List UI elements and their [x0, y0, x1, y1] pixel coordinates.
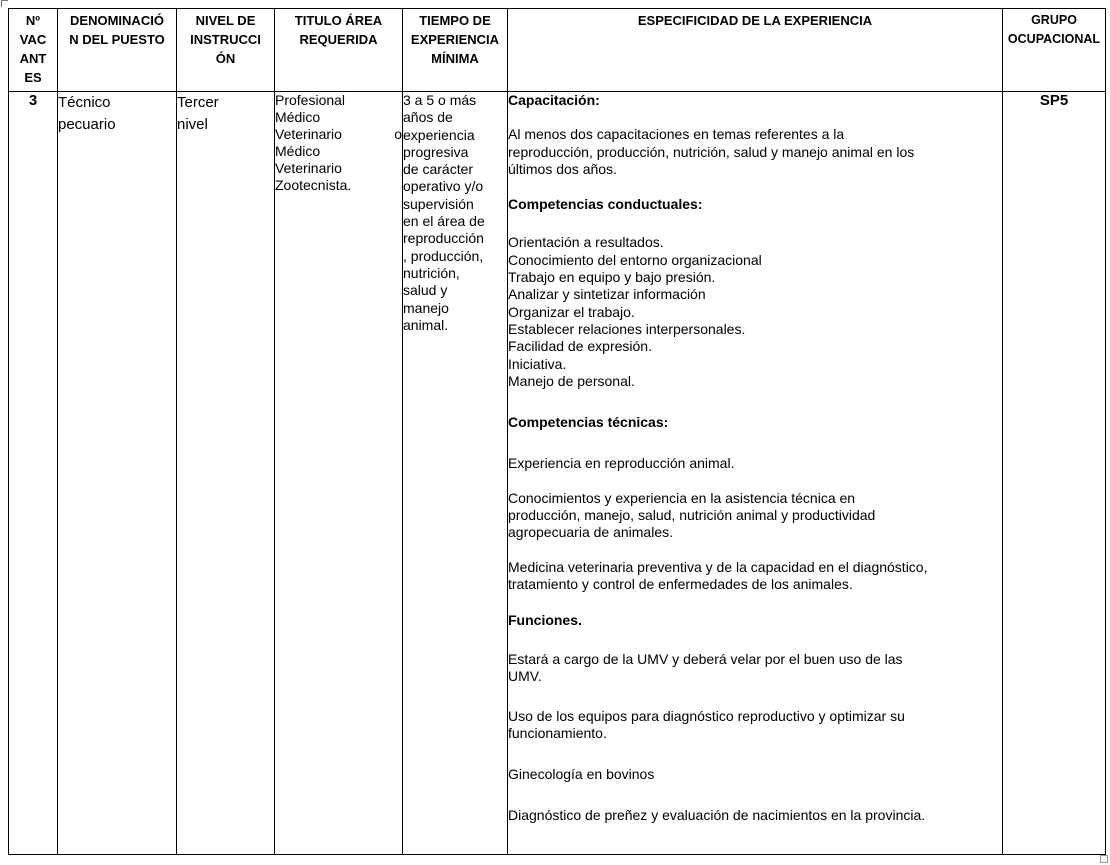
header-text: MÍNIMA: [431, 51, 479, 66]
header-text: N DEL PUESTO: [69, 32, 165, 47]
header-text: OCUPACIONAL: [1007, 32, 1101, 46]
tiempo-line: en el área de: [403, 213, 485, 230]
job-vacancy-table: [8, 8, 1106, 855]
tiempo-line: supervisión: [403, 195, 474, 212]
titulo-word: Veterinario: [275, 126, 342, 142]
grupo-cell: [1003, 92, 1106, 855]
header-text: ES: [24, 70, 42, 85]
denominacion-cell: [58, 92, 177, 855]
header-text: NIVEL DE: [195, 13, 256, 28]
header-vacantes: [9, 9, 58, 92]
funciones-line: Estará a cargo de la UMV y deberá velar por el buen uso de las: [508, 650, 903, 667]
header-especificidad: [508, 9, 1003, 92]
capacitacion-line: últimos dos años.: [508, 160, 617, 177]
titulo-line: Zootecnista.: [275, 177, 352, 193]
tiempo-line: 3 a 5 o más: [403, 92, 477, 108]
data-row: [9, 92, 1106, 855]
tiempo-line: progresiva: [403, 143, 469, 160]
tecnicas-line: Conocimientos y experiencia en la asistencia técnica en: [508, 489, 856, 506]
tecnicas-line: tratamiento y control de enfermedades de los animales.: [508, 575, 853, 592]
tiempo-line: operativo y/o: [403, 178, 484, 195]
conductual-item: Analizar y sintetizar información: [508, 286, 706, 303]
tiempo-line: , producción,: [403, 247, 484, 264]
vacantes-value: 3: [28, 92, 38, 109]
header-text: Nº: [25, 13, 41, 28]
titulo-line: Médico: [275, 109, 321, 125]
header-text: INSTRUCCI: [190, 32, 261, 47]
nivel-line: Tercer: [177, 94, 219, 111]
especificidad-cell: [508, 92, 1003, 855]
funciones-line: Diagnóstico de preñez y evaluación de nacimientos en la provincia.: [508, 807, 926, 824]
titulo-line: Médico: [275, 143, 321, 159]
tiempo-line: de carácter: [403, 161, 474, 178]
denominacion-line: Técnico: [58, 94, 111, 111]
conductual-item: Iniciativa.: [508, 355, 567, 372]
vacantes-cell: [9, 92, 58, 855]
conductual-item: Organizar el trabajo.: [508, 303, 635, 320]
conductual-item: Trabajo en equipo y bajo presión.: [508, 269, 716, 286]
header-grupo: [1003, 9, 1106, 92]
header-text: ANT: [19, 51, 47, 66]
tiempo-line: nutrición,: [403, 264, 460, 281]
tecnicas-line: producción, manejo, salud, nutrición animal y productividad: [508, 507, 876, 524]
capacitacion-title: Capacitación:: [508, 92, 600, 108]
tiempo-line: salud y: [403, 282, 448, 299]
header-text: TITULO ÁREA: [294, 13, 383, 28]
funciones-line: UMV.: [508, 667, 542, 684]
conductual-item: Establecer relaciones interpersonales.: [508, 320, 746, 337]
nivel-cell: [177, 92, 275, 855]
titulo-word: o: [394, 126, 402, 142]
conductual-item: Manejo de personal.: [508, 372, 635, 389]
titulo-cell: [275, 92, 403, 855]
header-text: GRUPO: [1031, 13, 1077, 27]
tiempo-cell: [403, 92, 508, 855]
conductuales-title: Competencias conductuales:: [508, 196, 703, 213]
header-text: DENOMINACIÓ: [70, 13, 164, 28]
header-nivel: [177, 9, 275, 92]
funciones-line: Ginecología en bovinos: [508, 765, 655, 782]
titulo-line-justified: [275, 126, 402, 143]
conductual-item: Conocimiento del entorno organizacional: [508, 251, 762, 268]
grupo-value: SP5: [1039, 92, 1069, 109]
tecnicas-line: agropecuaria de animales.: [508, 524, 673, 541]
tecnicas-line: Medicina veterinaria preventiva y de la capacidad en el diagnóstico,: [508, 558, 928, 575]
tiempo-line: manejo: [403, 299, 449, 316]
header-text: ÓN: [215, 51, 236, 66]
corner-mark: [1100, 855, 1108, 863]
tiempo-line: experiencia: [403, 126, 475, 143]
header-text: VAC: [19, 32, 47, 47]
titulo-line: Profesional: [275, 92, 346, 108]
nivel-line: nivel: [177, 116, 208, 133]
conductual-item: Orientación a resultados.: [508, 234, 664, 251]
tiempo-line: reproducción: [403, 230, 484, 247]
capacitacion-line: Al menos dos capacitaciones en temas referentes a la: [508, 126, 845, 143]
capacitacion-line: reproducción, producción, nutrición, salud y manejo animal en los: [508, 143, 915, 160]
header-text: REQUERIDA: [299, 32, 378, 47]
funciones-line: Uso de los equipos para diagnóstico reproductivo y optimizar su: [508, 708, 905, 725]
header-text: EXPERIENCIA: [410, 32, 500, 47]
funciones-title: Funciones.: [508, 612, 582, 629]
funciones-line: funcionamiento.: [508, 725, 607, 742]
header-tiempo: [403, 9, 508, 92]
tiempo-line: animal.: [403, 316, 449, 333]
header-text: TIEMPO DE: [419, 13, 491, 28]
header-denominacion: [58, 9, 177, 92]
corner-mark: [1, 0, 8, 7]
header-text: ESPECIFICIDAD DE LA EXPERIENCIA: [637, 13, 873, 28]
tiempo-line: años de: [403, 109, 453, 126]
titulo-line: Veterinario: [275, 160, 342, 176]
denominacion-line: pecuario: [58, 116, 116, 133]
header-row: [9, 9, 1106, 92]
tecnicas-title: Competencias técnicas:: [508, 414, 669, 431]
conductual-item: Facilidad de expresión.: [508, 338, 652, 355]
tecnicas-line: Experiencia en reproducción animal.: [508, 455, 735, 472]
header-titulo: [275, 9, 403, 92]
